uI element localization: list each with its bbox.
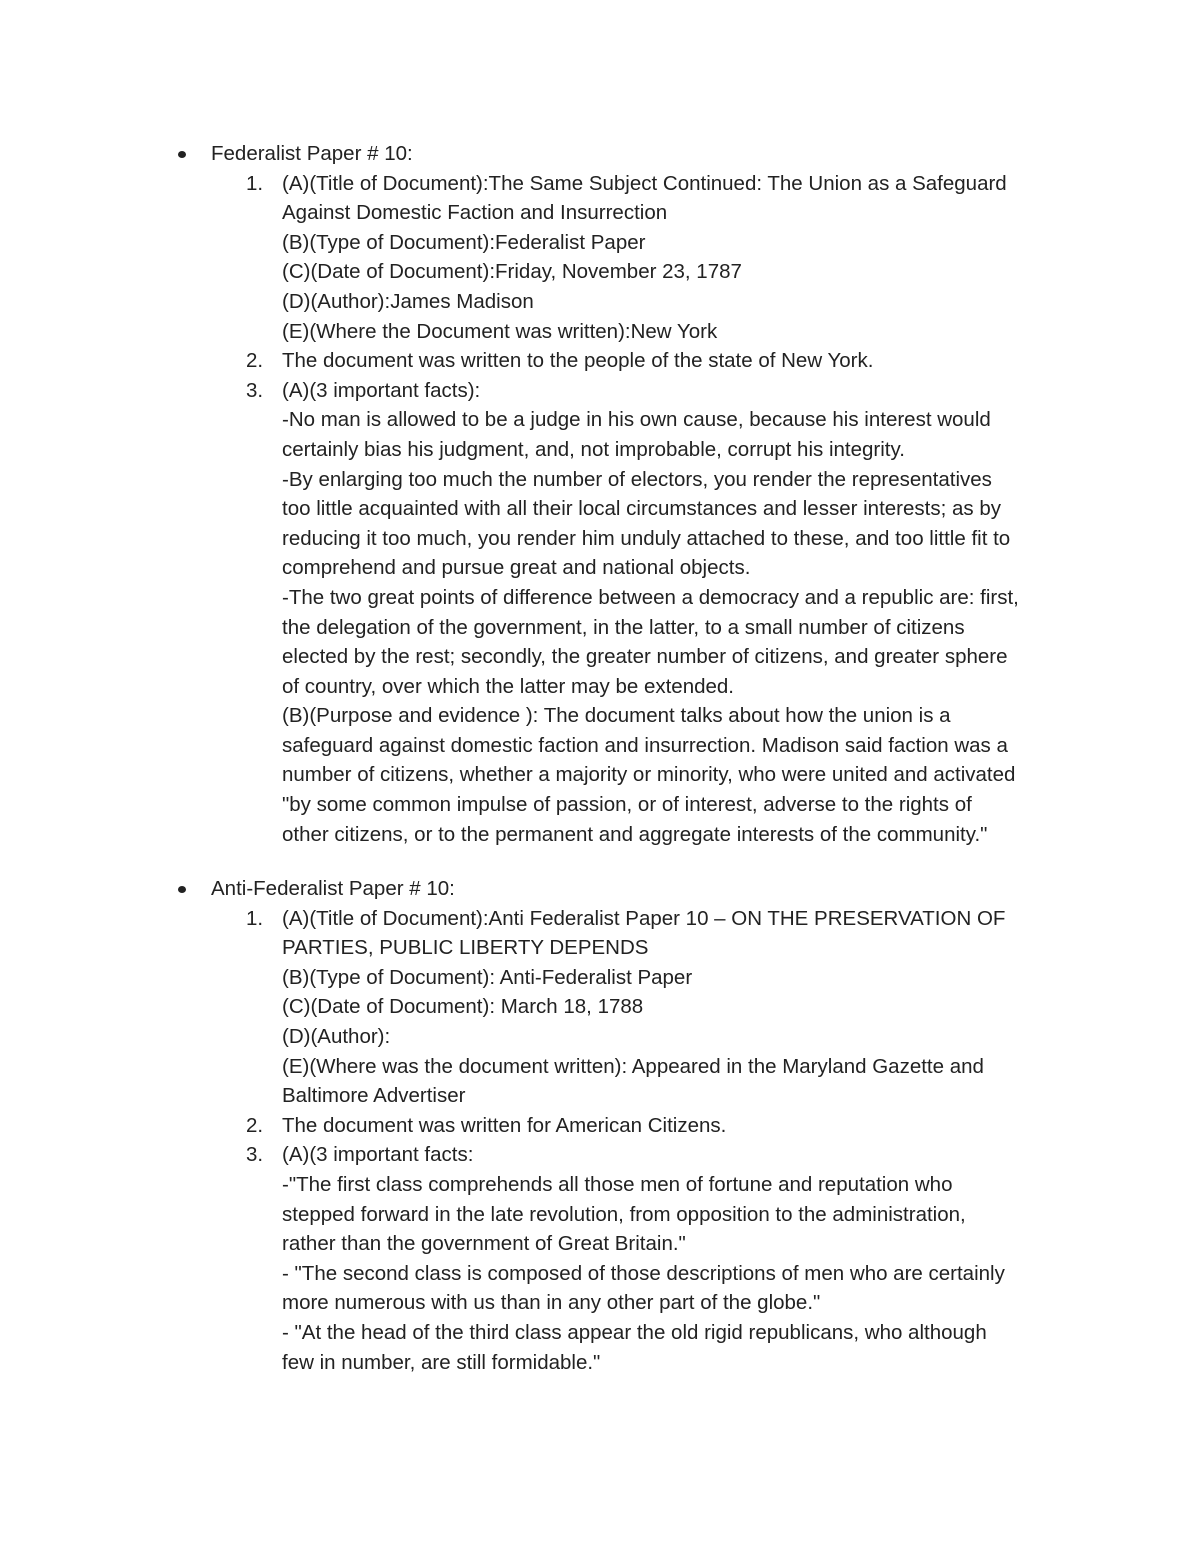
text-line: stepped forward in the late revolution, from opposition to the administration,	[282, 1202, 966, 1226]
list-item-3	[0, 376, 1072, 850]
text-line: The document was written for American Citizens.	[282, 1113, 727, 1137]
text-line: comprehend and pursue great and national objects.	[282, 556, 751, 580]
text-line: (B)(Purpose and evidence ): The document talks about how the union is a	[282, 704, 951, 728]
text-line: (A)(3 important facts):	[282, 378, 481, 402]
text-line: -The two great points of difference between a democracy and a republic are: first,	[282, 585, 1019, 609]
text-line: elected by the rest; secondly, the greater number of citizens, and greater sphere	[282, 645, 1008, 669]
text-line: too little acquainted with all their local circumstances and lesser interests; as by	[282, 497, 1001, 521]
text-line: The document was written to the people of the state of New York.	[282, 349, 874, 373]
text-line: "by some common impulse of passion, or of interest, adverse to the rights of	[282, 793, 972, 817]
text-line: (C)(Date of Document): March 18, 1788	[282, 995, 644, 1019]
text-line: other citizens, or to the permanent and aggregate interests of the community."	[282, 822, 988, 846]
list-number: 3.	[246, 1143, 264, 1167]
text-line: few in number, are still formidable."	[282, 1350, 601, 1374]
text-line: Baltimore Advertiser	[282, 1084, 466, 1108]
list-item-1	[0, 904, 1072, 1111]
text-line: number of citizens, whether a majority or minority, who were united and activated	[282, 763, 1016, 787]
list-item-3	[0, 1140, 1072, 1377]
list-number: 2.	[246, 1113, 264, 1137]
text-line: (E)(Where the Document was written):New York	[282, 319, 718, 343]
bullet-icon	[178, 151, 186, 158]
list-number: 1.	[246, 171, 264, 195]
text-line: (B)(Type of Document):Federalist Paper	[282, 230, 646, 254]
text-line: reducing it too much, you render him unduly attached to these, and too little fit to	[282, 526, 1011, 550]
list-number: 1.	[246, 906, 264, 930]
text-line: -"The first class comprehends all those men of fortune and reputation who	[282, 1172, 953, 1196]
text-line: -No man is allowed to be a judge in his own cause, because his interest would	[282, 408, 991, 432]
anti-federalist-section	[0, 874, 1200, 1377]
list-number: 3.	[246, 378, 264, 402]
text-line: more numerous with us than in any other part of the globe."	[282, 1291, 821, 1315]
section-heading-row	[0, 874, 1200, 904]
section-heading-row	[0, 139, 1200, 169]
text-line: of country, over which the latter may be extended.	[282, 674, 735, 698]
text-line: (D)(Author):James Madison	[282, 289, 534, 313]
text-line: (A)(3 important facts:	[282, 1143, 474, 1167]
section-heading: Anti-Federalist Paper # 10:	[211, 877, 455, 900]
list-number: 2.	[246, 349, 264, 373]
text-line: (D)(Author):	[282, 1024, 391, 1048]
text-line: (B)(Type of Document): Anti-Federalist Paper	[282, 965, 693, 989]
text-line: (C)(Date of Document):Friday, November 23, 1787	[282, 260, 742, 284]
federalist-section	[0, 139, 1200, 849]
list-item-2	[0, 346, 1072, 376]
text-line: - "The second class is composed of those descriptions of men who are certainly	[282, 1261, 1005, 1285]
bullet-icon	[178, 886, 186, 893]
text-line: (A)(Title of Document):The Same Subject Continued: The Union as a Safeguard	[282, 171, 1007, 195]
text-line: safeguard against domestic faction and insurrection. Madison said faction was a	[282, 733, 1008, 757]
text-line: rather than the government of Great Britain."	[282, 1232, 686, 1256]
text-line: the delegation of the government, in the latter, to a small number of citizens	[282, 615, 965, 639]
list-item-1	[0, 169, 1072, 347]
text-line: -By enlarging too much the number of electors, you render the representatives	[282, 467, 992, 491]
text-line: - "At the head of the third class appear the old rigid republicans, who although	[282, 1320, 987, 1344]
text-line: Against Domestic Faction and Insurrection	[282, 201, 668, 225]
text-line: certainly bias his judgment, and, not improbable, corrupt his integrity.	[282, 437, 905, 461]
text-line: (E)(Where was the document written): Appeared in the Maryland Gazette and	[282, 1054, 984, 1078]
text-line: PARTIES, PUBLIC LIBERTY DEPENDS	[282, 936, 649, 960]
list-item-2	[0, 1111, 1072, 1141]
section-heading: Federalist Paper # 10:	[211, 142, 413, 165]
text-line: (A)(Title of Document):Anti Federalist Paper 10 – ON THE PRESERVATION OF	[282, 906, 1006, 930]
